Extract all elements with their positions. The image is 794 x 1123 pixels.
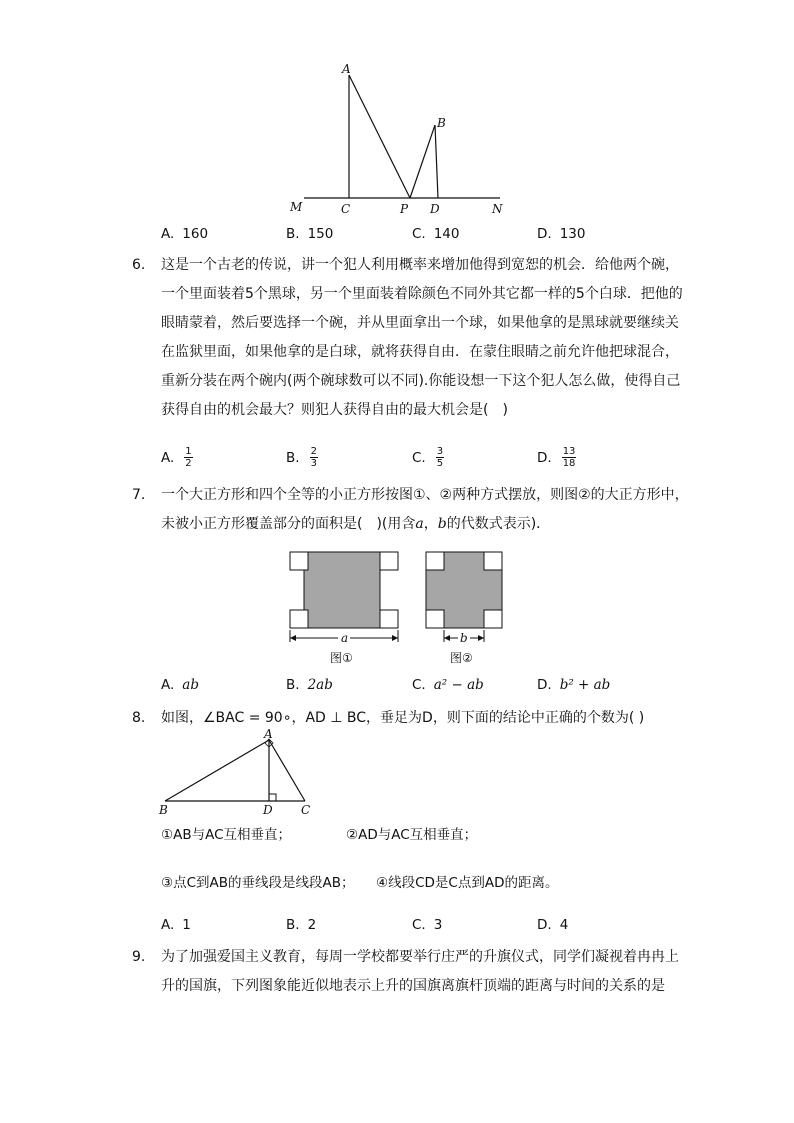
q7-number: 7. xyxy=(132,487,146,503)
label-b: B xyxy=(437,116,446,130)
q6-option-c[interactable]: C. $\frac{3}{5}$ xyxy=(412,446,444,469)
q6-option-d[interactable]: D. $\frac{13}{18}$ xyxy=(537,446,576,469)
q6-number: 6. xyxy=(132,257,146,273)
label-d: D xyxy=(430,202,440,216)
q8-statement-1: ①AB与AC互相垂直； xyxy=(161,827,292,843)
q5-option-b[interactable]: B. 150 xyxy=(286,226,334,242)
q8-text: 如图，∠BAC = 90∘，AD ⊥ BC，垂足为D，则下面的结论中正确的个数为( ) xyxy=(161,710,645,726)
q7-figure-2 xyxy=(426,552,502,665)
q7-option-b[interactable]: B. 2ab xyxy=(286,677,333,693)
segment-ap xyxy=(349,75,410,198)
label-n: N xyxy=(492,202,503,216)
label-m: M xyxy=(290,200,303,214)
q6-text: 这是一个古老的传说，讲一个犯人利用概率来增加他得到宽恕的机会．给他两个碗，一个里面装着5个黑球，另一个里面装着除颜色不同外其它都一样的5个白球．把他的眼睛蒙着，然后要选择一个碗，并从里面拿出一个球，如果他拿的是黑球就要继续关在监狱里面，如果他拿的是白球，就将获得自由．在蒙住眼睛之前允许他把球混合，重新分装在两个碗内(两个碗球数可以不同).你能设想一下这个犯人怎么做，使得自己获得自由的机会最大？则犯人获得自由的最大机会是( ) xyxy=(161,257,683,418)
q9-text: 为了加强爱国主义教育，每周一学校都要举行庄严的升旗仪式，同学们凝视着冉冉上升的国旗，下列图象能近似地表示上升的国旗离旗杆顶端的距离与时间的关系的是 xyxy=(161,949,679,994)
q8-statement-2: ②AD与AC互相垂直； xyxy=(346,827,478,843)
q8-option-b[interactable]: B. 2 xyxy=(286,917,317,933)
label-c: C xyxy=(341,202,351,216)
segment-bd xyxy=(435,125,438,198)
q8-options xyxy=(161,917,721,939)
label-a: A xyxy=(342,62,351,76)
q8-option-c[interactable]: C. 3 xyxy=(412,917,443,933)
q8-option-d[interactable]: D. 4 xyxy=(537,917,569,933)
fig1-dim-a: a xyxy=(341,631,349,645)
fraction: $\frac{1}{2}$ xyxy=(185,446,192,469)
q8-label-a: A xyxy=(264,728,273,741)
q7-option-a[interactable]: A. ab xyxy=(161,677,199,693)
q8-option-a[interactable]: A. 1 xyxy=(161,917,191,933)
q7-figures xyxy=(286,548,511,670)
q9-number: 9. xyxy=(132,949,146,965)
fraction: $\frac{2}{3}$ xyxy=(310,446,317,469)
q8-label-d: D xyxy=(263,803,273,817)
q6-option-a[interactable]: A. $\frac{1}{2}$ xyxy=(161,446,192,469)
q7-option-c[interactable]: C. a² − ab xyxy=(412,677,484,693)
q7-text: 一个大正方形和四个全等的小正方形按图①、②两种方式摆放，则图②的大正方形中，未被小正方形覆盖部分的面积是( )(用含a，b的代数式表示)． xyxy=(161,487,689,532)
fig2-dim-b: b xyxy=(460,631,468,645)
q8-label-b: B xyxy=(159,803,168,817)
fig2-caption: 图② xyxy=(450,651,473,665)
q6-option-b[interactable]: B. $\frac{2}{3}$ xyxy=(286,446,317,469)
q7-option-d[interactable]: D. b² + ab xyxy=(537,677,611,693)
q5-option-c[interactable]: C. 140 xyxy=(412,226,460,242)
q6-options xyxy=(161,446,721,468)
q8-statement-3: ③点C到AB的垂线段是线段AB； xyxy=(161,875,355,891)
q8-statement-4: ④线段CD是C点到AD的距离。 xyxy=(376,875,559,891)
q5-figure xyxy=(280,55,520,220)
question-6 xyxy=(132,251,692,425)
q5-options xyxy=(161,226,721,248)
label-p: P xyxy=(400,202,409,216)
question-9 xyxy=(132,943,692,1001)
q8-figure xyxy=(155,728,320,820)
q7-options xyxy=(161,677,721,699)
segment-pb xyxy=(410,125,435,198)
fig1-caption: 图① xyxy=(330,651,353,665)
fraction: $\frac{3}{5}$ xyxy=(436,446,444,469)
q8-label-c: C xyxy=(301,803,311,817)
q5-option-a[interactable]: A. 160 xyxy=(161,226,209,242)
q8-number: 8. xyxy=(132,710,146,726)
q7-figure-1 xyxy=(290,552,398,665)
q5-option-d[interactable]: D. 130 xyxy=(537,226,586,242)
fraction: $\frac{13}{18}$ xyxy=(562,446,576,469)
question-7 xyxy=(132,481,692,539)
